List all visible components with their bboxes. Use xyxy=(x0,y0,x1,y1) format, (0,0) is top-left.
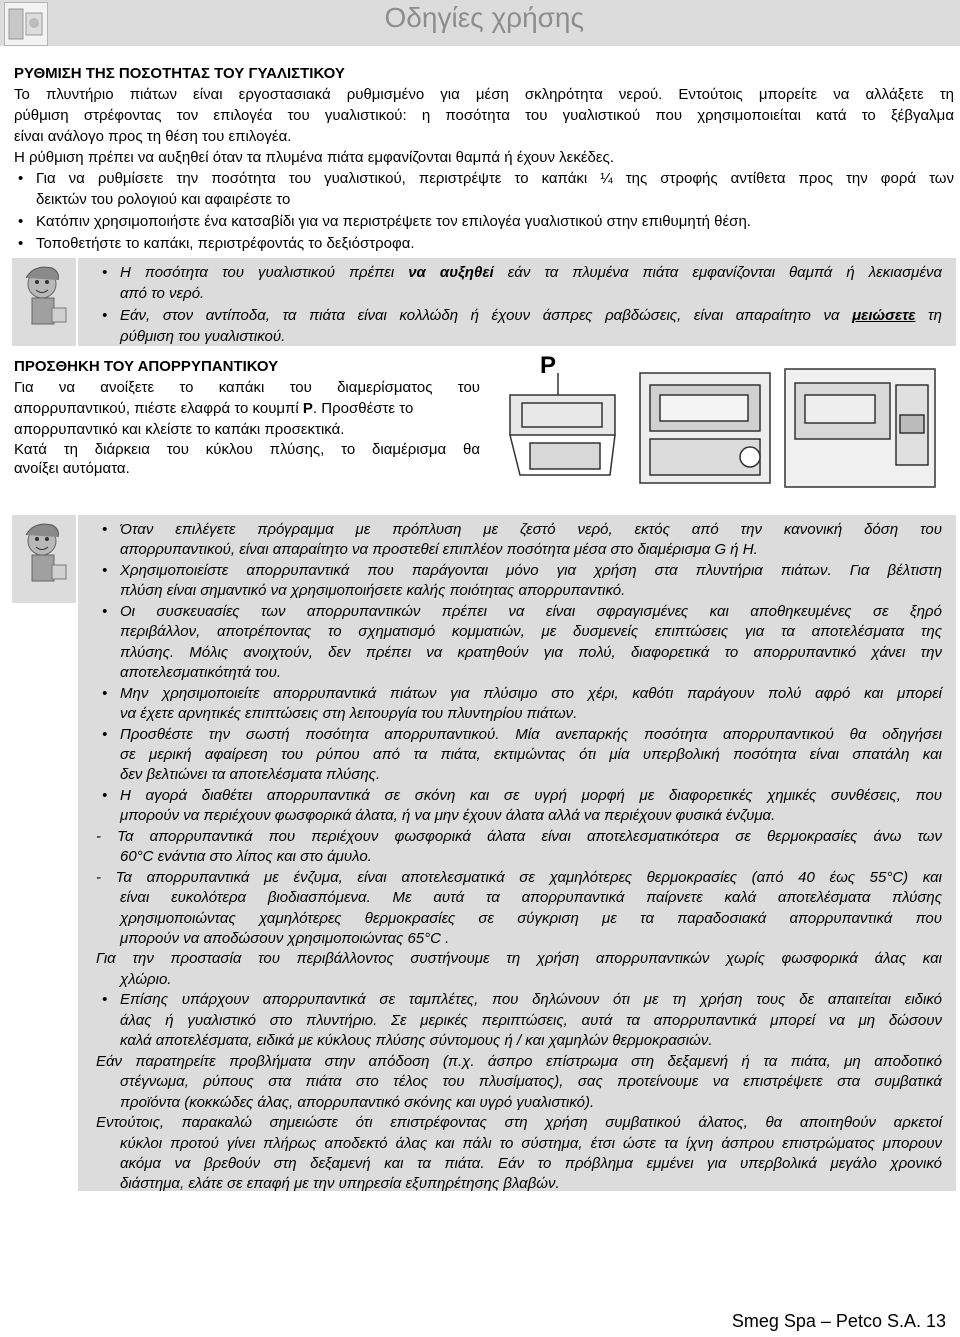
note2-line: κύκλοι προτού γίνει πλήρως αποδεκτό άλας και πάλι το σύστημα, έτσι ώστε τα ίχνη άσπρου επιστρώματος μπορουν xyxy=(120,1134,942,1152)
detergent-line-1: Για να ανοίξετε το καπάκι του διαμερίσματος του xyxy=(14,379,480,396)
note2-line: • Επίσης υπάρχουν απορρυπαντικά σε ταμπλέτες, που δηλώνουν ότι με τη χρήση τους δε απαιτείται ειδικό xyxy=(120,990,942,1010)
mascot-icon xyxy=(12,515,76,603)
note2-line: χλώριο. xyxy=(120,970,172,988)
note2-line: διάστημα, ελάτε σε επαφή με την υπηρεσία εξυπηρέτησης βλαβών. xyxy=(120,1175,560,1193)
note2-line: • Οι συσκευασίες των απορρυπαντικών πρέπει να είναι σφραγισμένες και αποθηκευμένες σε ξηρό xyxy=(120,602,942,622)
note2-line: - Τα απορρυπαντικά με ένζυμα, είναι αποτελεσματικά σε χαμηλότερες θερμοκρασίες (από 40 έως 55°C) και xyxy=(96,868,942,886)
note2-line: στέγνωμα, ρύπους στα πιάτα στο τέλος του πλυσίματος), σας προτείνουμε να επιστρέψετε στα συμβατικά xyxy=(120,1073,942,1091)
note2-line: μπορούν να περιέχουν φωσφορικά άλατα, ή να μην έχουν άλατα αλλά να περιέχουν φυσικά ένζυμα. xyxy=(120,807,776,825)
rinse-line-2: ρύθμιση στρέφοντας τον επιλογέα του γυαλιστικού: η ποσότητα του γυαλιστικού που χρησιμοποιείται κατά το ξέβγαλμα xyxy=(14,107,954,124)
rinse-line-1: Το πλυντήριο πιάτων είναι εργοστασιακά ρυθμισμένο για μέση σκληρότητα νερού. Εντούτοις μπορείτε να αλλάξετε τη xyxy=(14,86,954,103)
rinse-line-3: είναι ανάλογο προς τη θέση του επιλογέα. xyxy=(14,128,292,145)
note2-line: είναι ευκολότερα βιοδιασπόμενα. Με αυτά τα απορρυπαντικά παίρνετε καλά αποτελέσματα πλύσης xyxy=(120,889,942,907)
note2-line: άλας ή γυαλιστικό στο πλυντήριο. Σε μερικές περιπτώσεις, αυτά τα απορρυπαντικά μπορεί να μη δώσουν xyxy=(120,1011,942,1029)
note2-line: 60°C ενάντια στο λίπος και στο άμυλο. xyxy=(120,848,372,866)
dispenser-figure xyxy=(500,352,946,500)
note2-line: προϊόντα (κοκκώδες άλας, απορρυπαντικό σκόνης και υγρό γυαλιστικό). xyxy=(120,1093,595,1111)
rinse-bullet-3: • Τοποθετήστε το καπάκι, περιστρέφοντάς το δεξιόστροφα. xyxy=(36,234,960,254)
note2-line: • Μην χρησιμοποιείτε απορρυπαντικά πιάτων για πλύσιμο στο χέρι, καθότι παράγουν πολύ αφρό και μπορεί xyxy=(120,684,942,704)
note2-line: πλύση είναι σημαντικό να χρησιμοποιήσετε καλής ποιότητας απορρυπαντικό. xyxy=(120,582,626,600)
note2-line: περιβάλλον, αποτρέποντας το σχηματισμό κομματιών, με δυσμενείς επιπτώσεις για τα αποτελέσματα της xyxy=(120,623,942,641)
detergent-line-4: Κατά τη διάρκεια του κύκλου πλύσης, το διαμέρισμα θα xyxy=(14,441,480,458)
mascot-icon xyxy=(12,258,76,346)
footer: Smeg Spa – Petco S.A. 13 xyxy=(731,1311,946,1331)
logo-icon xyxy=(4,2,48,46)
note2-line: δεν βελτιώνει τα αποτελέσματα πλύσης. xyxy=(120,766,381,784)
note2-line: να έχετε αρνητικές επιπτώσεις στη λειτουργία του πλυντηρίου πιάτων. xyxy=(120,705,578,723)
note2-line: Εάν παρατηρείτε προβλήματα στην απόδοση (π.χ. άσπρο επίστρωμα στη δεξαμενή ή τα πιάτα, μη αποδοτικό xyxy=(96,1052,942,1070)
note1-bullet-2: • Εάν, στον αντίποδα, τα πιάτα είναι κολλώδη ή έχουν άσπρες ραβδώσεις, είναι απαραίτητο να μειώσετε τη xyxy=(120,306,942,326)
note2-line: • Χρησιμοποιείστε απορρυπαντικά που παράγονται μόνο για χρήση στα πλυντήρια πιάτων. Για βέλτιστη xyxy=(120,561,942,581)
rinse-bullet-1-cont: δεικτών του ρολογιού και αφαιρέστε το xyxy=(36,191,291,208)
detergent-line-2: απορρυπαντικού, πιέστε ελαφρά το κουμπί P. Προσθέστε το xyxy=(14,400,414,417)
note2-line: ακόμα να βρεθούν στη δεξαμενή και τα πιάτα. Εάν το πρόβλημα εμμένει για υπερβολικά μεγάλο χρονικό xyxy=(120,1154,942,1172)
rinse-bullet-2: • Κατόπιν χρησιμοποιήστε ένα κατσαβίδι για να περιστρέψετε τον επιλογέα γυαλιστικού στην επιθυμητή θέση. xyxy=(36,212,960,232)
note-icon-panel-1 xyxy=(12,258,76,346)
note2-line: - Τα απορρυπαντικά που περιέχουν φωσφορικά άλατα είναι αποτελεσματικότερα σε θερμοκρασίες άνω των xyxy=(96,827,942,845)
detergent-line-3: απορρυπαντικό και κλείστε το καπάκι προσεκτικά. xyxy=(14,421,345,438)
page-title: Οδηγίες χρήσης xyxy=(384,2,584,33)
rinse-bullet-1: • Για να ρυθμίσετε την ποσότητα του γυαλιστικού, περιστρέψτε το καπάκι ¼ της στροφής αντίθετα προς την φορά των xyxy=(36,169,954,189)
rinse-heading: ΡΥΘΜΙΣΗ ΤΗΣ ΠΟΣΟΤΗΤΑΣ ΤΟΥ ΓΥΑΛΙΣΤΙΚΟΥ xyxy=(14,65,345,82)
note2-line: Εντούτοις, παρακαλώ σημειώστε ότι επιστρέφοντας στη χρήση συμβατικού άλατος, θα αποιτηθούν αρκετοί xyxy=(96,1114,942,1132)
note2-line: αποτελεσματικότητά του. xyxy=(120,664,282,682)
detergent-heading: ΠΡΟΣΘΗΚΗ ΤΟΥ ΑΠΟΡΡΥΠΑΝΤΙΚΟΥ xyxy=(14,358,279,375)
note2-line: • Προσθέστε την σωστή ποσότητα απορρυπαντικού. Μία ανεπαρκής ποσότητα απορρυπαντικού θα οδηγήσει xyxy=(120,725,942,745)
note2-line: σε μερική αφαίρεση του ρύπου από τα πιάτα, εκτιμώντας ότι μία υπερβολική ποσότητα είναι σπατάλη και xyxy=(120,745,942,763)
note2-line: χρησιμοποιώντας χαμηλότερες θερμοκρασίες σε σύγκριση με τα παραδοσιακά απορρυπαντικά που xyxy=(120,909,942,927)
note2-line: καλά αποτελέσματα, ειδικά με κύκλους πλύσης σύντομους ή / και χαμηλών θερμοκρασιών. xyxy=(120,1032,713,1050)
note2-line: • Όταν επιλέγετε πρόγραμμα με πρόπλυση με ζεστό νερό, εκτός από την κανονική δόση του xyxy=(120,520,942,540)
note1-bullet-2-cont: ρύθμιση του γυαλιστικού. xyxy=(120,328,286,345)
note2-line: • Η αγορά διαθέτει απορρυπαντικά σε σκόνη και σε υγρή μορφή με διαφορετικές χημικές συνθέσεις, που xyxy=(120,786,942,806)
note2-line: απορρυπαντικού, είναι απαραίτητο να προστεθεί επιπλέον ποσότητα μέσα στο διαμέρισμα G ή H. xyxy=(120,541,758,559)
dispenser-label-p: P xyxy=(540,352,557,379)
rinse-line-4: Η ρύθμιση πρέπει να αυξηθεί όταν τα πλυμένα πιάτα εμφανίζονται θαμπά ή έχουν λεκέδες. xyxy=(14,149,614,166)
note2-line: μπορούν να αποδώσουν χρησιμοποιώντας 65°C . xyxy=(120,930,450,947)
detergent-line-5: ανοίξει αυτόματα. xyxy=(14,460,130,477)
note1-bullet-1: • Η ποσότητα του γυαλιστικού πρέπει να αυξηθεί εάν τα πλυμένα πιάτα εμφανίζονται θαμπά ή λεκιασμένα xyxy=(120,263,942,283)
note2-line: Για την προστασία του περιβάλλοντος συστήνουμε τη χρήση απορρυπαντικών χωρίς φωσφορικά άλας και xyxy=(96,950,942,968)
note1-bullet-1-cont: από το νερό. xyxy=(120,285,205,302)
note-icon-panel-2 xyxy=(12,515,76,603)
note2-line: πλύσης. Μόλις ανοιχτούν, δεν πρέπει να κρατηθούν για πολύ, διαφορετικά το απορρυπαντικό χάνει την xyxy=(120,643,942,661)
